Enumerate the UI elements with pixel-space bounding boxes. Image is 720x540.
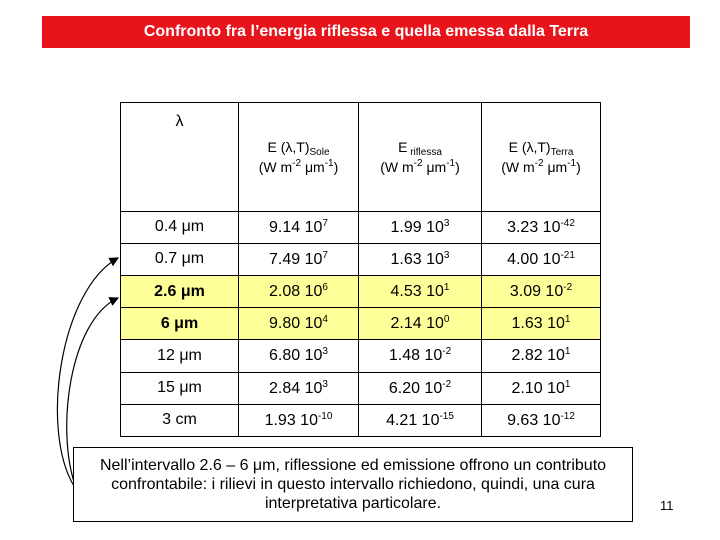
- cell-riflessa-mantissa: 1.63 10: [390, 250, 444, 268]
- cell-sole-exponent: 7: [322, 217, 328, 229]
- cell-riflessa-exponent: -2: [442, 378, 452, 390]
- cell-lambda-mantissa: 3 cm: [162, 411, 197, 429]
- unit-c: ): [333, 159, 339, 176]
- cell-lambda-mantissa: 2.6 μm: [154, 282, 205, 300]
- unit-exp1: -2: [413, 158, 423, 170]
- cell-riflessa-exponent: 3: [443, 249, 450, 261]
- cell-sole-exponent: 7: [322, 249, 328, 261]
- unit-a: (W m: [501, 159, 535, 176]
- unit-exp2: -1: [446, 158, 456, 170]
- cell-lambda-mantissa: 0.4 μm: [154, 218, 205, 236]
- cell-lambda-mantissa: 15 μm: [157, 379, 202, 396]
- cell-riflessa-mantissa: 4.21 10: [386, 411, 440, 429]
- cell-terra-exponent: 1: [564, 346, 571, 358]
- cell-riflessa-exponent: 1: [443, 282, 450, 294]
- cell-terra-mantissa: 2.10 10: [511, 379, 565, 397]
- cell-sole-exponent: 6: [322, 282, 328, 294]
- unit-exp2: -1: [324, 158, 334, 170]
- unit-exp1: -2: [534, 158, 544, 170]
- cell-sole-exponent: -10: [317, 410, 333, 422]
- header-sole-main: E (λ,T): [267, 138, 310, 155]
- cell-lambda-mantissa: 12 μm: [157, 346, 202, 364]
- unit-c: ): [576, 159, 581, 176]
- cell-sole-mantissa: 7.49 10: [269, 250, 323, 268]
- header-terra-main: E (λ,T): [508, 138, 551, 155]
- cell-terra-exponent: 1: [564, 378, 571, 390]
- cell-sole-mantissa: 2.84 10: [269, 379, 323, 397]
- cell-sole-mantissa: 6.80 10: [269, 347, 323, 365]
- cell-terra-mantissa: 4.00 10: [507, 250, 561, 268]
- unit-b: μm: [422, 159, 447, 176]
- cell-riflessa-mantissa: 4.53 10: [390, 283, 444, 301]
- unit-b: μm: [301, 159, 325, 176]
- unit-b: μm: [543, 159, 568, 176]
- header-sole-sub: Sole: [309, 146, 330, 158]
- cell-terra-exponent: -21: [560, 249, 575, 261]
- cell-sole-exponent: 3: [322, 378, 328, 390]
- cell-riflessa-mantissa: 2.14 10: [390, 315, 444, 333]
- cell-lambda-mantissa: 0.7 μm: [154, 250, 205, 268]
- header-riflessa-main: E: [398, 138, 408, 155]
- cell-riflessa-mantissa: 6.20 10: [388, 379, 443, 397]
- cell-sole-mantissa: 9.14 10: [269, 218, 323, 236]
- header-riflessa-sub: riflessa: [407, 146, 442, 158]
- cell-riflessa-exponent: 3: [443, 217, 450, 229]
- cell-sole-exponent: 3: [322, 346, 328, 358]
- unit-c: ): [455, 159, 460, 176]
- cell-riflessa-mantissa: 1.48 10: [388, 347, 443, 365]
- cell-sole-mantissa: 1.93 10: [264, 411, 318, 429]
- cell-sole-mantissa: 2.08 10: [269, 283, 323, 301]
- cell-terra-mantissa: 1.63 10: [511, 315, 565, 333]
- slide-title: Confronto fra l’energia riflessa e quella emessa dalla Terra: [42, 16, 690, 48]
- cell-sole-exponent: 4: [322, 314, 328, 326]
- cell-terra-mantissa: 2.82 10: [511, 347, 565, 365]
- cell-terra-mantissa: 3.09 10: [509, 283, 564, 301]
- unit-exp1: -2: [292, 158, 302, 170]
- note-box: Nell’intervallo 2.6 – 6 μm, riflessione ed emissione offrono un contributo confrontabile: i rilievi in questo intervallo richiedono, quindi, una cura interpretativa particolare.: [73, 447, 633, 522]
- header-lambda: λ: [121, 103, 239, 212]
- cell-terra-exponent: -2: [563, 282, 573, 294]
- unit-a: (W m: [258, 159, 293, 176]
- page-number: 11: [660, 498, 674, 513]
- unit-exp2: -1: [567, 158, 577, 170]
- cell-lambda-mantissa: 6 μm: [160, 314, 199, 332]
- cell-riflessa-exponent: 0: [443, 314, 450, 326]
- header-terra-sub: Terra: [550, 146, 574, 158]
- cell-terra-exponent: -12: [560, 410, 575, 422]
- unit-a: (W m: [380, 159, 414, 176]
- cell-terra-exponent: -42: [560, 217, 575, 229]
- cell-riflessa-exponent: -2: [442, 346, 452, 358]
- cell-sole-mantissa: 9.80 10: [269, 315, 323, 333]
- cell-terra-exponent: 1: [564, 314, 571, 326]
- cell-riflessa-mantissa: 1.99 10: [390, 218, 444, 236]
- cell-riflessa-exponent: -15: [439, 410, 454, 422]
- cell-terra-mantissa: 3.23 10: [507, 218, 561, 236]
- cell-terra-mantissa: 9.63 10: [507, 411, 561, 429]
